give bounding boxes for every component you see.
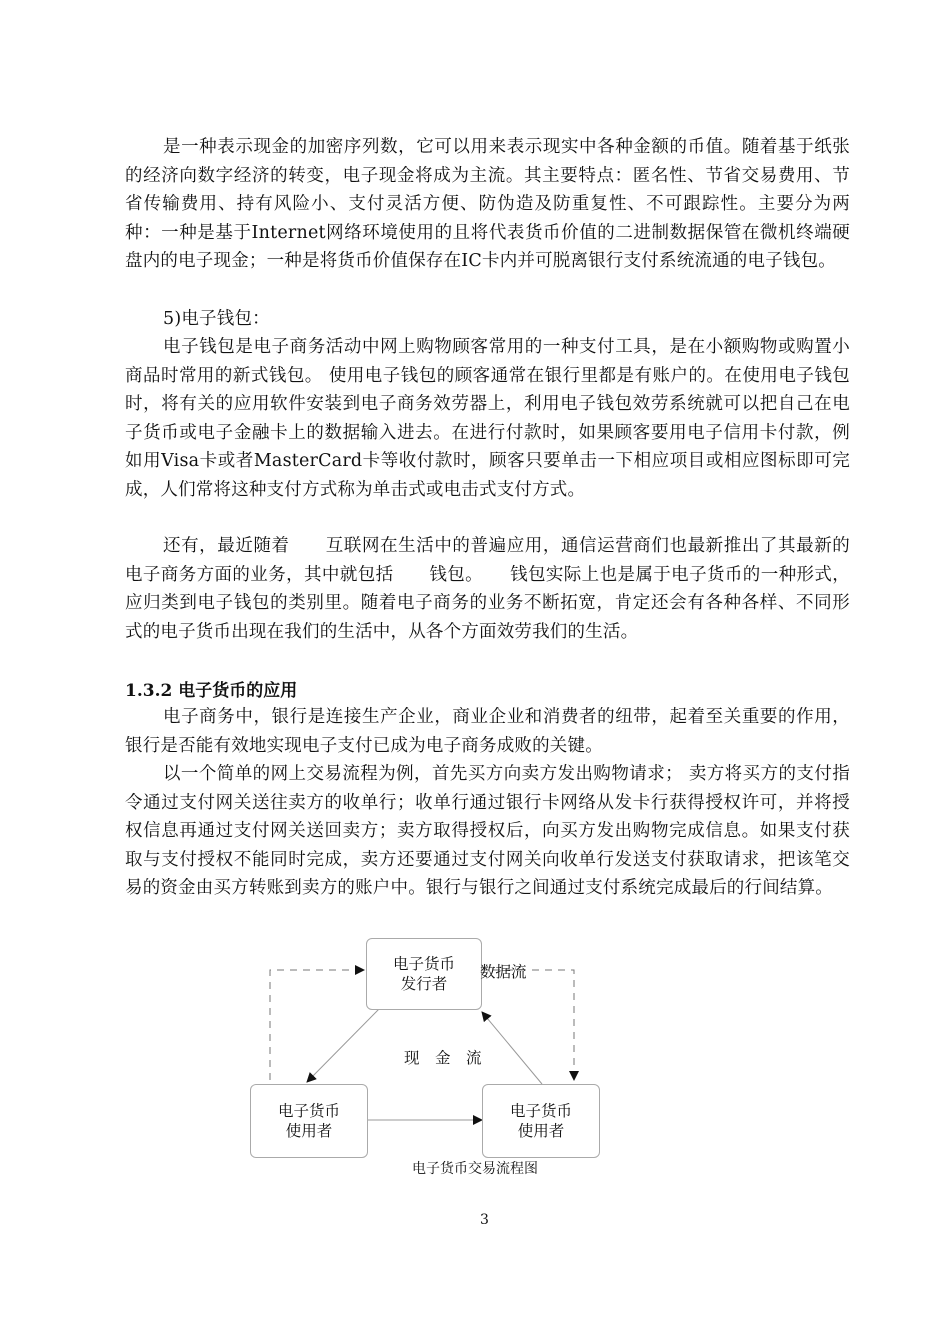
right-user-label-line1: 电子货币 [509,1102,572,1120]
paragraph-transaction-flow: 以一个简单的网上交易流程为例，首先买方向卖方发出购物请求； 卖方将买方的支付指令通过支付网关送往卖方的收单行；收单行通过银行卡网络从发卡行获得授权许可，并将授权信息再通过支付网关送回卖方；卖方取得授权后，向买方发出购物完成信息。如果支付获取与支付授权不能同时完成，卖方还要通过支付网关向收单行发送支付获取请求，把该笔交易的资金由买方转账到卖方的账户中。银行与银行之间通过支付系统完成最后的行间结算。 [125,764,850,899]
issuer-label-line1: 电子货币 [392,955,455,973]
paragraph-e-wallet-heading: 5)电子钱包： [163,309,270,329]
left-user-label-line2: 使用者 [285,1122,333,1140]
right-user-label-line2: 使用者 [517,1122,565,1140]
section-heading: 1.3.2 电子货币的应用 [125,681,298,701]
paragraph-e-wallet: 电子钱包是电子商务活动中网上购物顾客常用的一种支付工具，是在小额购物或购置小商品时常用的新式钱包。 使用电子钱包的顾客通常在银行里都是有账户的。在使用电子钱包时，将有关的应用软件安装到电子商务效劳器上，利用电子钱包效劳系统就可以把自己在电子货币或电子金融卡上的数据输入进去。在进行付款时，如果顾客要用电子信用卡付款，例如用Visa卡或者MasterCard卡等收付款时，顾客只要单击一下相应项目或相应图标即可完成，人们常将这种支付方式称为单击式或电击式支付方式。 [125,337,850,500]
cash-flow-user-to-issuer-arrow [482,1012,542,1084]
left-user-label-line1: 电子货币 [277,1102,340,1120]
transaction-flow-diagram [240,930,620,1185]
data-flow-left-arrow [270,970,364,1080]
issuer-box [366,938,482,1010]
data-flow-right-arrow [480,970,574,1080]
page-number: 3 [480,1212,489,1228]
data-flow-label: 数据流 [480,963,527,981]
diagram-caption: 电子货币交易流程图 [412,1161,538,1177]
paragraph-bank-role: 电子商务中，银行是连接生产企业，商业企业和消费者的纽带，起着至关重要的作用，银行是否能有效地实现电子支付已成为电子商务成败的关键。 [125,707,850,756]
right-user-box [482,1084,600,1158]
cash-flow-label: 现 金 流 [404,1049,482,1067]
paragraph-electronic-cash: 是一种表示现金的加密序列数，它可以用来表示现实中各种金额的币值。随着基于纸张的经济向数字经济的转变，电子现金将成为主流。其主要特点：匿名性、节省交易费用、节省传输费用、持有风险小、支付灵活方便、防伪造及防重复性、不可跟踪性。主要分为两种：一种是基于Internet网络环境使用的且将代表货币价值的二进制数据保管在微机终端硬盘内的电子现金；一种是将货币价值保存在IC卡内并可脱离银行支付系统流通的电子钱包。 [125,137,850,272]
left-user-box [250,1084,368,1158]
cash-flow-issuer-to-user-arrow [307,1008,380,1082]
issuer-label-line2: 发行者 [400,975,448,993]
paragraph-mobile-wallet: 还有，最近随着 互联网在生活中的普遍应用，通信运营商们也最新推出了其最新的电子商务方面的业务，其中就包括 钱包。 钱包实际上也是属于电子货币的一种形式，应归类到电子钱包的类别里。随着电子商务的业务不断拓宽，肯定还会有各种各样、不同形式的电子货币出现在我们的生活中，从各个方面效劳我们的生活。 [125,536,850,642]
